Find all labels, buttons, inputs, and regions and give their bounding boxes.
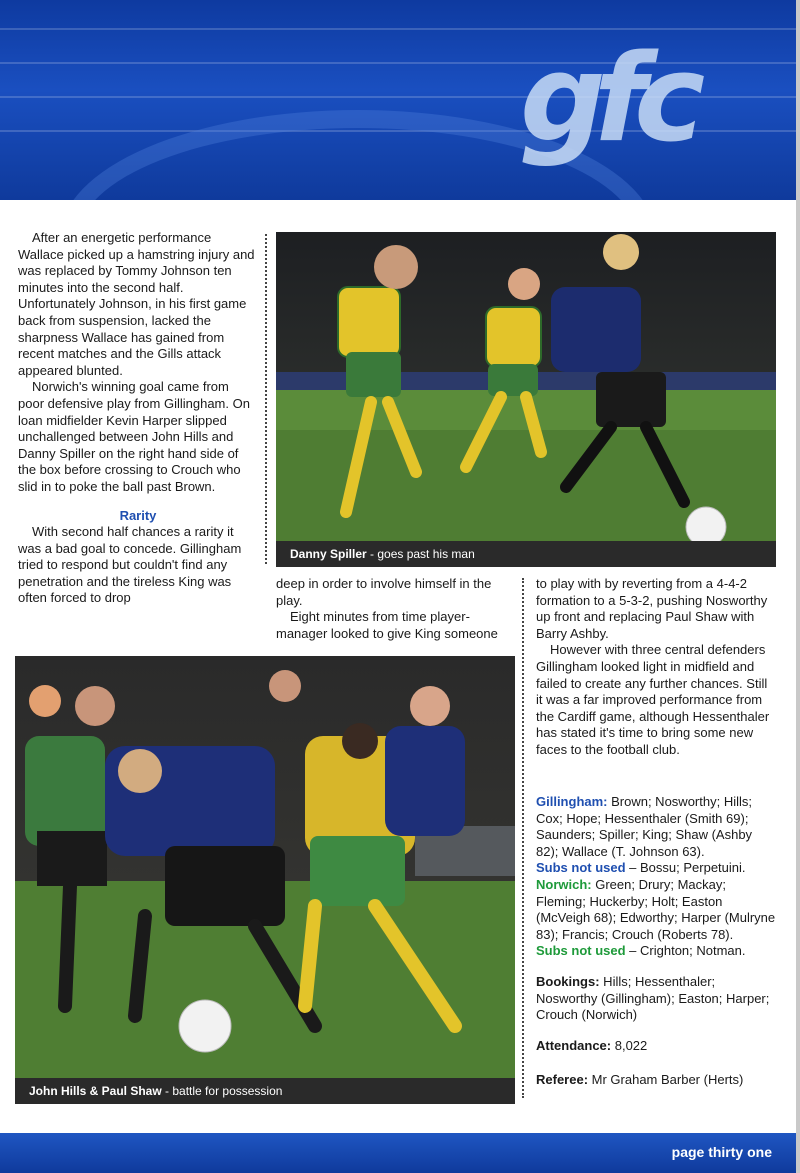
subs-label: Subs not used [536,860,626,876]
lineup-norwich [536,877,776,943]
article-column-3 [536,576,776,759]
attendance-label: Attendance: [536,1037,612,1053]
subs-text: – Crighton; Notman. [625,943,746,959]
bookings-text: Hills; Hessenthaler; Nosworthy (Gillingham); Easton; Harper; Crouch (Norwich) [536,973,770,1023]
team-label: Gillingham: [536,794,608,809]
photo-image [276,232,776,567]
article-paragraph: With second half chances a rarity it was a bad goal to concede. Gillingham tried to respond but couldn't find any penetration and the tireless King was often forced to drop [18,524,242,606]
column-divider [522,578,524,1098]
lineup-gillingham [536,794,776,860]
lineup-text: Brown; Nosworthy; Hills; Cox; Hope; Hessenthaler (Smith 69); Saunders; Spiller; King; Shaw (Ashby 82); Wallace (T. Johnson 63). [536,794,753,859]
subs-norwich [536,943,776,960]
photo-caption [15,1078,515,1104]
photo-hills-shaw [15,656,515,1104]
article-paragraph: However with three central defenders Gillingham looked light in midfield and failed to create any further chances. Still it was a far improved performance from the Cardiff game, although Hessenthaler has stated it's time to bring some new faces to the football club. [536,642,770,757]
article-subhead: Rarity [119,507,157,523]
attendance-text: 8,022 [611,1037,648,1053]
column-divider [265,234,267,564]
subs-label: Subs not used [536,943,626,959]
lineup-text: Green; Drury; Mackay; Fleming; Huckerby; Holt; Easton (McVeigh 68); Edworthy; Harper (Mulryne 83); Francis; Crouch (Roberts 78). [536,876,776,942]
team-label: Norwich: [536,876,592,892]
header-banner [0,0,796,200]
article-paragraph: to play with by reverting from a 4-4-2 formation to a 5-3-2, pushing Nosworthy up front and replacing Paul Shaw with Barry Ashby. [536,576,768,641]
caption-name: Danny Spiller [290,547,367,561]
referee-label: Referee: [536,1072,589,1088]
subs-text: – Bossu; Perpetuini. [625,860,746,876]
article-paragraph: Eight minutes from time player-manager looked to give King someone [276,609,498,641]
page-edge [796,0,800,1173]
referee [536,1072,776,1089]
lineups [536,794,776,1089]
article-paragraph: deep in order to involve himself in the play. [276,576,492,608]
caption-text: - goes past his man [366,547,475,561]
bookings [536,974,776,1024]
gfc-logo [510,20,796,200]
photo-caption [276,541,776,567]
photo-danny-spiller [276,232,776,567]
article-column-1 [18,230,258,607]
photo-image [15,656,515,1104]
caption-name: John Hills & Paul Shaw [29,1084,162,1098]
gfc-logo-text: gfc [520,30,694,169]
page-number: page thirty one [671,1144,772,1160]
article-paragraph: Norwich's winning goal came from poor defensive play from Gillingham. On loan midfielder Kevin Harper slipped unchallenged between John Hills and Danny Spiller on the right hand side of the box before crossing to Crouch who slid in to poke the ball past Brown. [18,379,250,494]
bookings-label: Bookings: [536,973,600,989]
article-column-2 [276,576,516,642]
attendance [536,1038,776,1055]
subs-gillingham [536,860,776,877]
referee-text: Mr Graham Barber (Herts) [588,1072,744,1088]
caption-text: - battle for possession [161,1084,283,1098]
footer-bar [0,1133,796,1173]
article-paragraph: After an energetic performance Wallace picked up a hamstring injury and was replaced by Tommy Johnson ten minutes into the second half. Unfortunately Johnson, in his first game back from suspension, lacked the sharpness Wallace has gained from recent matches and the Gills attack appeared blunted. [18,230,255,378]
